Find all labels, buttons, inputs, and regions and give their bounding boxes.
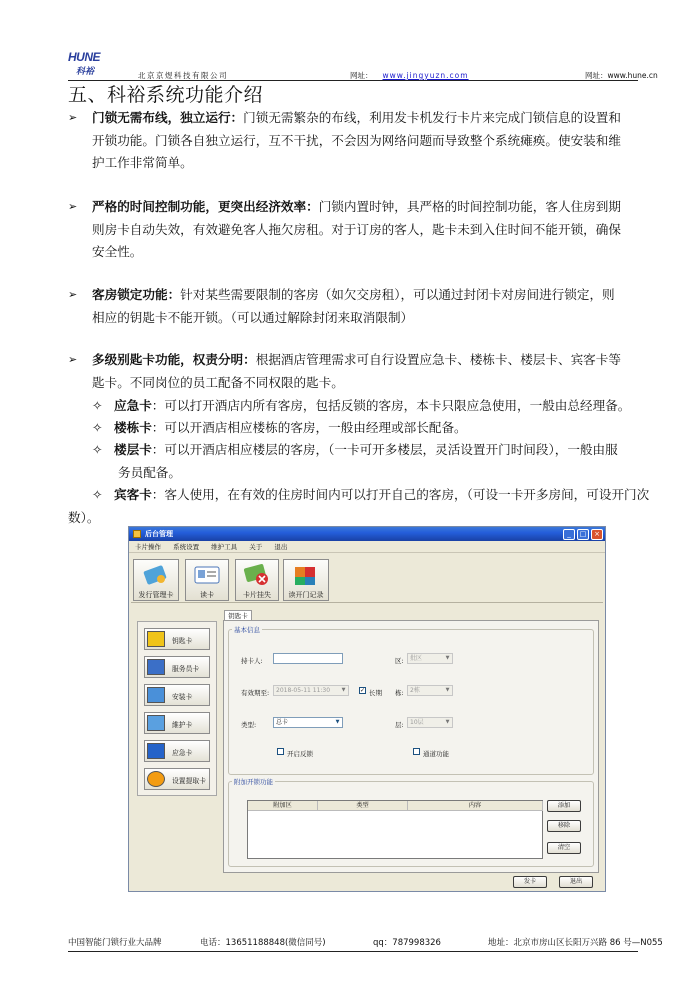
staff-card-button[interactable] [144,656,210,678]
logo-text-cn: 科裕 [76,67,95,77]
card-type-name: 宾客卡 [114,487,152,502]
app-title: 后台管理 [145,530,173,538]
key-card-button[interactable] [144,628,210,650]
feature-heading: 客房锁定功能： [92,287,181,302]
hune-logo [68,50,104,77]
card-type-panel [137,621,217,796]
page-header [0,0,700,80]
valid-until-label: 有效期至: [241,689,270,697]
holder-input[interactable] [273,653,343,664]
wrench-icon [147,715,165,731]
chevron-down-icon: ▼ [335,719,340,725]
card-type-item [68,484,682,529]
install-card-label: 安装卡 [172,693,193,701]
basic-info-group [228,626,594,775]
feature-text: 根据酒店管理需求可自行设置应急卡、楼栋卡、楼层卡、宾客卡等 [255,352,621,367]
extra-unlock-table[interactable] [247,800,543,859]
chevron-down-icon: ▼ [445,719,450,725]
feature-text: 相应的钥匙卡不能开锁。（可以通过解除封闭来取消限制） [92,309,414,325]
menu-maintenance[interactable]: 维护工具 [211,543,238,551]
menu-card-ops[interactable]: 卡片操作 [135,543,161,551]
card-type-text: ：客人使用，在有效的住房时间内可以打开自己的客房，（可设一卡开多房间，可设开门次 [151,487,650,502]
feature-bullet [68,349,648,394]
card-type-text: ：可以打开酒店内所有客房，包括反锁的客房，本卡只限应急使用，一般由总经理备。 [151,398,631,413]
emergency-card-label: 应急卡 [172,749,193,757]
long-term-checkbox[interactable]: ✓ [360,687,366,694]
clear-button[interactable]: 清空 [547,842,581,854]
valid-until-input[interactable] [273,685,349,696]
menu-exit[interactable]: 退出 [274,543,288,551]
footer-brand: 中国智能门锁行业大品牌 [68,938,162,948]
card-type-text: 务员配备。 [118,464,181,480]
card-type-item [92,395,682,418]
maximize-button[interactable]: □ [577,529,589,540]
feature-text: 则房卡自动失效，有效避免客人拖欠房租。对于订房的客人，匙卡未到入住时间不能开锁，确保 [92,221,621,237]
chevron-down-icon: ▼ [341,687,346,693]
feature-text: 门锁内置时钟，具严格的时间控制功能，客人住房到期 [318,199,621,214]
maintenance-card-label: 維护卡 [172,721,193,729]
staff-card-label: 服务员卡 [172,665,200,673]
feature-text: 开锁功能。门锁各自独立运行，互不干扰，不会因为网络问题而导致整个系统瘫痪。使安装和维 [92,132,621,148]
diamond-bullet-icon: ✧ [92,420,103,435]
toolbar-label: 发行管理卡 [138,591,174,599]
diamond-bullet-icon: ✧ [92,442,103,457]
column-header-content: 内容 [408,801,543,811]
exit-button[interactable]: 退出 [559,876,593,888]
arrow-bullet-icon: ➢ [68,200,78,213]
feature-heading: 多级别匙卡功能，权责分明： [92,352,256,367]
key-card-label: 钥匙卡 [172,637,193,645]
feature-bullet [68,107,648,175]
app-titlebar [129,527,605,541]
feature-text: 匙卡。不同岗位的员工配备不同权限的匙卡。 [92,374,344,390]
feature-heading: 严格的时间控制功能，更突出经济效率： [92,199,319,214]
footer-divider [68,951,638,952]
footer-address: 地址：北京市房山区长阳万兴路 86 号—N055 [488,938,663,948]
section-title: 五、科裕系统功能介绍 [68,84,264,106]
app-window [128,526,606,892]
footer-qq: qq：787998326 [373,938,441,948]
card-type-text: ：可以开酒店相应楼层的客房，（一卡可开多楼层，灵活设置开门时间段），一般由服 [151,442,618,457]
website-2: 网址：www.hune.cn [585,71,658,80]
read-card-button[interactable] [185,559,229,601]
close-button[interactable]: × [591,529,603,540]
website-link[interactable]: www.jingyuzn.com [382,71,469,80]
arrow-bullet-icon: ➢ [68,353,78,366]
key-icon [147,631,165,647]
feature-text: 安全性。 [92,244,143,259]
issue-manager-card-button[interactable] [133,559,179,601]
app-icon [133,530,141,538]
holder-label: 持卡人: [241,657,263,665]
install-card-button[interactable] [144,684,210,706]
maintenance-card-button[interactable] [144,712,210,734]
website-label: 网址： [350,71,373,80]
zone-select[interactable] [407,653,453,664]
zone-label: 区: [395,657,404,665]
footer-phone: 电话：13651188848(微信同号) [200,938,326,948]
column-header-type: 类型 [318,801,408,811]
deadlock-checkbox[interactable] [277,748,284,755]
card-type-name: 楼栋卡 [114,420,152,435]
type-select[interactable] [273,717,343,728]
card-type-name: 楼层卡 [114,442,152,457]
building-value: 2栋 [410,687,420,694]
channel-checkbox[interactable] [413,748,420,755]
toolbar-label: 读开门记录 [288,591,324,599]
add-button[interactable]: 添加 [547,800,581,812]
tab-key-card[interactable]: 钥匙卡 [224,610,252,621]
card-tag-icon [141,563,171,587]
minimize-button[interactable]: _ [563,529,575,540]
setup-extract-card-label: 设置提取卡 [172,777,206,785]
diamond-bullet-icon: ✧ [92,398,103,413]
gear-icon [147,687,165,703]
feature-text: 门锁无需繁杂的布线，利用发卡机发行卡片来完成门锁信息的设置和 [243,110,621,125]
extra-unlock-title: 附加开锁功能 [234,778,273,786]
diamond-bullet-icon: ✧ [92,487,103,502]
staff-icon [147,659,165,675]
logo-text-en: HUNE [68,50,101,64]
deadlock-label: 开启反锁 [287,750,313,758]
feature-text: 护工作非常简单。 [92,155,193,170]
arrow-bullet-icon: ➢ [68,288,78,301]
read-records-button[interactable] [283,559,329,601]
floor-select[interactable] [407,717,453,728]
feature-bullet [68,196,648,264]
valid-until-value: 2018-05-11 11:30 [276,687,331,694]
card-cancel-icon [242,563,272,587]
channel-label: 通道功能 [423,750,449,758]
type-value: 总卡 [276,719,289,726]
basic-info-title: 基本信息 [234,626,260,634]
menu-bar [129,541,605,553]
column-header-zone: 附加区 [248,801,318,811]
puzzle-icon [291,563,321,587]
emergency-card-button[interactable] [144,740,210,762]
toolbar-label: 卡片挂失 [243,591,271,599]
chevron-down-icon: ▼ [445,687,450,693]
menu-system-settings[interactable]: 系统设置 [173,543,200,551]
target-icon [147,771,165,787]
long-term-label: 长期 [369,689,382,697]
setup-extract-card-button[interactable] [144,768,210,790]
key-card-form [223,620,599,873]
arrow-bullet-icon: ➢ [68,111,78,124]
floor-label: 层: [395,721,404,729]
building-select[interactable] [407,685,453,696]
feature-text: 针对某些需要限制的客房（如欠交房租），可以通过封闭卡对房间进行锁定，则 [180,287,615,302]
card-type-name: 应急卡 [114,398,152,413]
building-label: 栋: [395,689,404,697]
report-lost-button[interactable] [235,559,279,601]
card-type-text: ：可以开酒店相应楼栋的客房，一般由经理或部长配备。 [151,420,467,435]
floor-value: 10层 [410,719,424,726]
lightning-icon [147,743,165,759]
feature-heading: 门锁无需布线，独立运行： [92,110,244,125]
zone-value: 批区 [410,655,423,662]
toolbar [131,555,603,603]
card-type-text: 数）。 [68,509,100,525]
chevron-down-icon: ▼ [445,655,450,661]
card-type-item [92,439,682,484]
feature-bullet [68,284,648,329]
type-label: 类型: [241,721,257,729]
toolbar-label: 读卡 [200,591,214,599]
company-name: 北京京煜科技有限公司 [138,71,228,80]
card-type-item [92,417,682,440]
menu-about[interactable]: 关于 [249,543,263,551]
issue-card-button[interactable]: 发卡 [513,876,547,888]
id-card-icon [192,563,222,587]
remove-button[interactable]: 移除 [547,820,581,832]
extra-unlock-group [228,778,594,867]
